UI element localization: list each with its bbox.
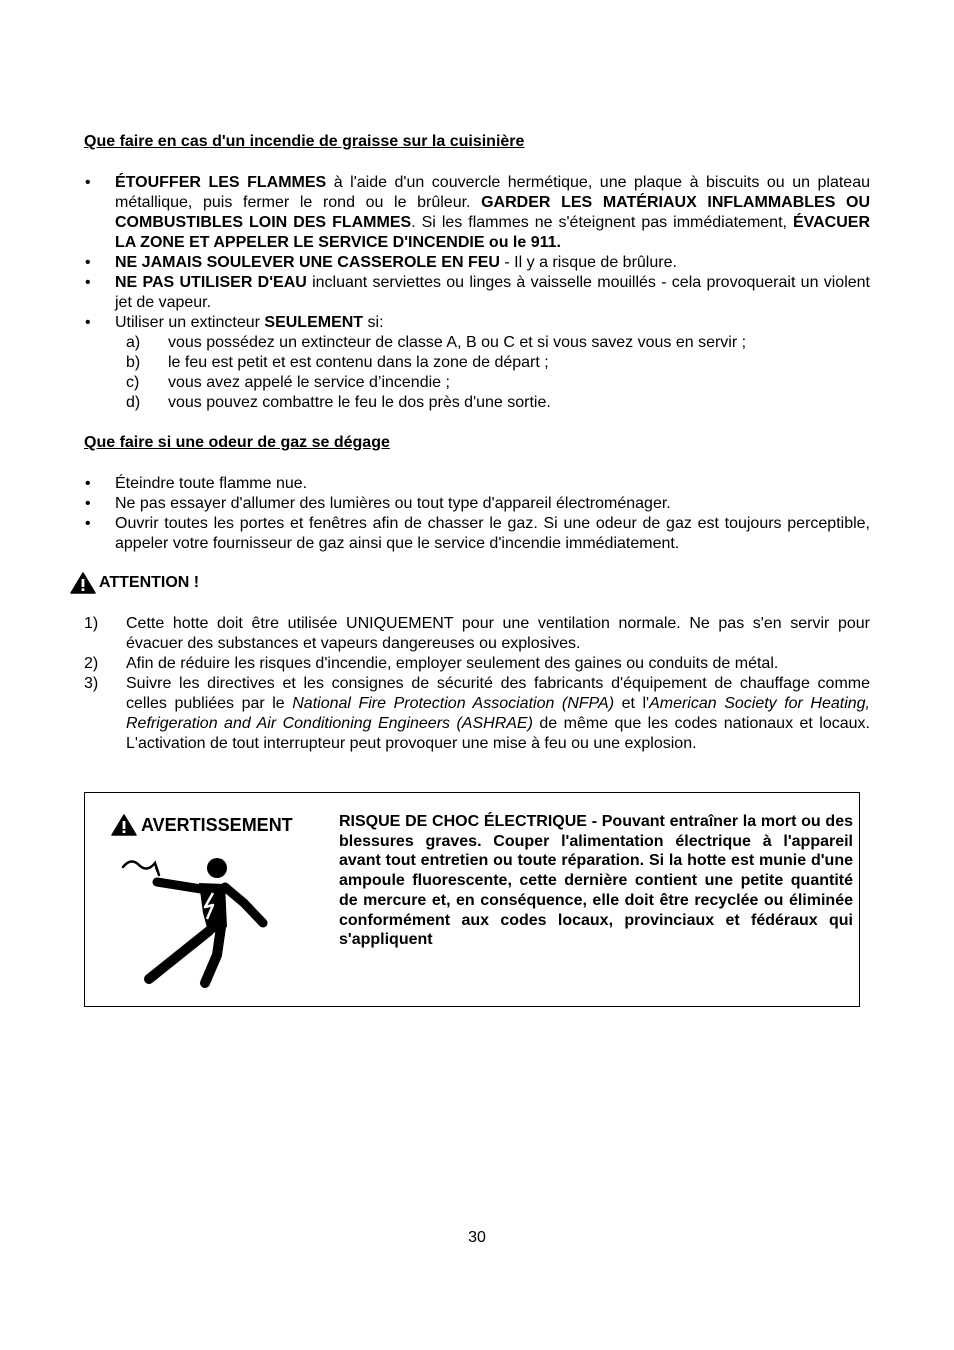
attention-heading — [70, 572, 199, 594]
list-item — [84, 614, 870, 654]
emphasis: NE PAS UTILISER D'EAU — [115, 274, 307, 291]
emphasis: NE JAMAIS SOULEVER UNE CASSEROLE EN FEU — [115, 254, 500, 271]
sub-text: vous possédez un extincteur de classe A, B ou C et si vous savez vous en servir ; — [168, 334, 747, 351]
sub-item — [115, 333, 870, 353]
list-item: • Ouvrir toutes les portes et fenêtres afin de chasser le gaz. Si une odeur de gaz est toujours perceptible, appeler votre fournisseur de gaz ainsi que le service d'incendie immédiatement. — [84, 514, 870, 554]
list-item — [84, 273, 870, 313]
body-text: - Il y a risque de brûlure. — [499, 254, 677, 271]
emphasis: ÉVACUER LA ZONE ET APPELER LE SERVICE D'INCENDIE ou le 911. — [115, 214, 870, 251]
sub-text: vous avez appelé le service d’incendie ; — [168, 374, 450, 391]
body-text: . Si les flammes ne s'éteignent pas immédiatement, — [411, 214, 793, 231]
warning-triangle-icon — [70, 572, 96, 594]
attention-list — [84, 614, 870, 754]
item-marker: 1) — [84, 615, 99, 632]
item-text: de même que les codes nationaux et locaux. L'activation de tout interrupteur peut provoquer une mise à feu ou une explosion. — [126, 715, 871, 752]
body-text: Utiliser un extincteur — [115, 314, 265, 331]
avertissement-text: AVERTISSEMENT — [141, 814, 293, 835]
sub-text: vous pouvez combattre le feu le dos près d'une sortie. — [168, 394, 551, 411]
item-text: Afin de réduire les risques d'incendie, employer seulement des gaines ou conduits de métal. — [126, 655, 779, 672]
item-marker: 2) — [84, 655, 99, 672]
gas-odor-list — [84, 474, 870, 554]
warning-triangle-icon — [111, 814, 137, 836]
grease-fire-list — [84, 173, 870, 413]
body-text: incluant serviettes ou linges à vaisselle mouillés - cela provoquerait un violent jet de vapeur. — [115, 274, 870, 311]
body-text: à l'aide d'un couvercle hermétique, une plaque à biscuits ou un plateau métallique, puis fermer le rond ou le brûleur. — [115, 174, 870, 211]
sub-item — [115, 373, 870, 393]
sub-marker: c) — [126, 374, 140, 391]
emphasis: SEULEMENT — [264, 314, 364, 331]
organization-name: National Fire Protection Association (NFPA) — [292, 695, 615, 712]
sub-marker: b) — [126, 354, 141, 371]
avertissement-label — [111, 814, 293, 836]
list-item — [84, 253, 870, 273]
electric-shock-figure-icon — [121, 855, 271, 990]
list-item — [84, 674, 870, 754]
shock-warning-text: RISQUE DE CHOC ÉLECTRIQUE - Pouvant entraîner la mort ou des blessures graves. Couper l'alimentation électrique à l'appareil avant tout entretien ou toute réparation. Si la hotte est munie d'une ampoule fluorescente, cette dernière contient une petite quantité de mercure et, en conséquence, elle doit être recyclée ou éliminée conformément aux codes locaux, provinciaux et fédéraux qui s'appliquent — [339, 813, 853, 949]
item-marker: 3) — [84, 675, 99, 692]
emphasis: ÉTOUFFER LES FLAMMES — [115, 174, 327, 191]
grease-fire-heading: Que faire en cas d'un incendie de graisse sur la cuisinière — [84, 133, 525, 150]
body-text: si: — [363, 314, 384, 331]
sub-marker: d) — [126, 394, 141, 411]
sub-marker: a) — [126, 334, 141, 351]
item-text: Cette hotte doit être utilisée UNIQUEMENT pour une ventilation normale. Ne pas s'en servir pour évacuer des substances et vapeurs dangereuses ou explosives. — [126, 615, 870, 652]
item-text: et l' — [614, 695, 650, 712]
list-item — [84, 173, 870, 253]
gas-odor-heading: Que faire si une odeur de gaz se dégage — [84, 434, 390, 451]
sub-item — [115, 393, 870, 413]
list-item — [84, 313, 870, 413]
list-item: • Ne pas essayer d'allumer des lumières ou tout type d'appareil électroménager. — [84, 494, 870, 514]
organization-name: American Society for Heating, Refrigeration and Air Conditioning Engineers (ASHRAE) — [126, 695, 870, 732]
emphasis: GARDER LES MATÉRIAUX INFLAMMABLES OU COMBUSTIBLES LOIN DES FLAMMES — [115, 194, 870, 231]
sub-text: le feu est petit et est contenu dans la zone de départ ; — [168, 354, 549, 371]
list-item: • Éteindre toute flamme nue. — [84, 474, 870, 494]
electric-shock-warning-box — [84, 792, 860, 1007]
page-number: 30 — [468, 1229, 486, 1246]
attention-label: ATTENTION ! — [99, 574, 200, 591]
extinguisher-conditions — [115, 333, 870, 413]
sub-item — [115, 353, 870, 373]
list-item — [84, 654, 870, 674]
item-text: Suivre les directives et les consignes de sécurité des fabricants d'équipement de chauffage comme celles publiées par le — [126, 675, 870, 712]
